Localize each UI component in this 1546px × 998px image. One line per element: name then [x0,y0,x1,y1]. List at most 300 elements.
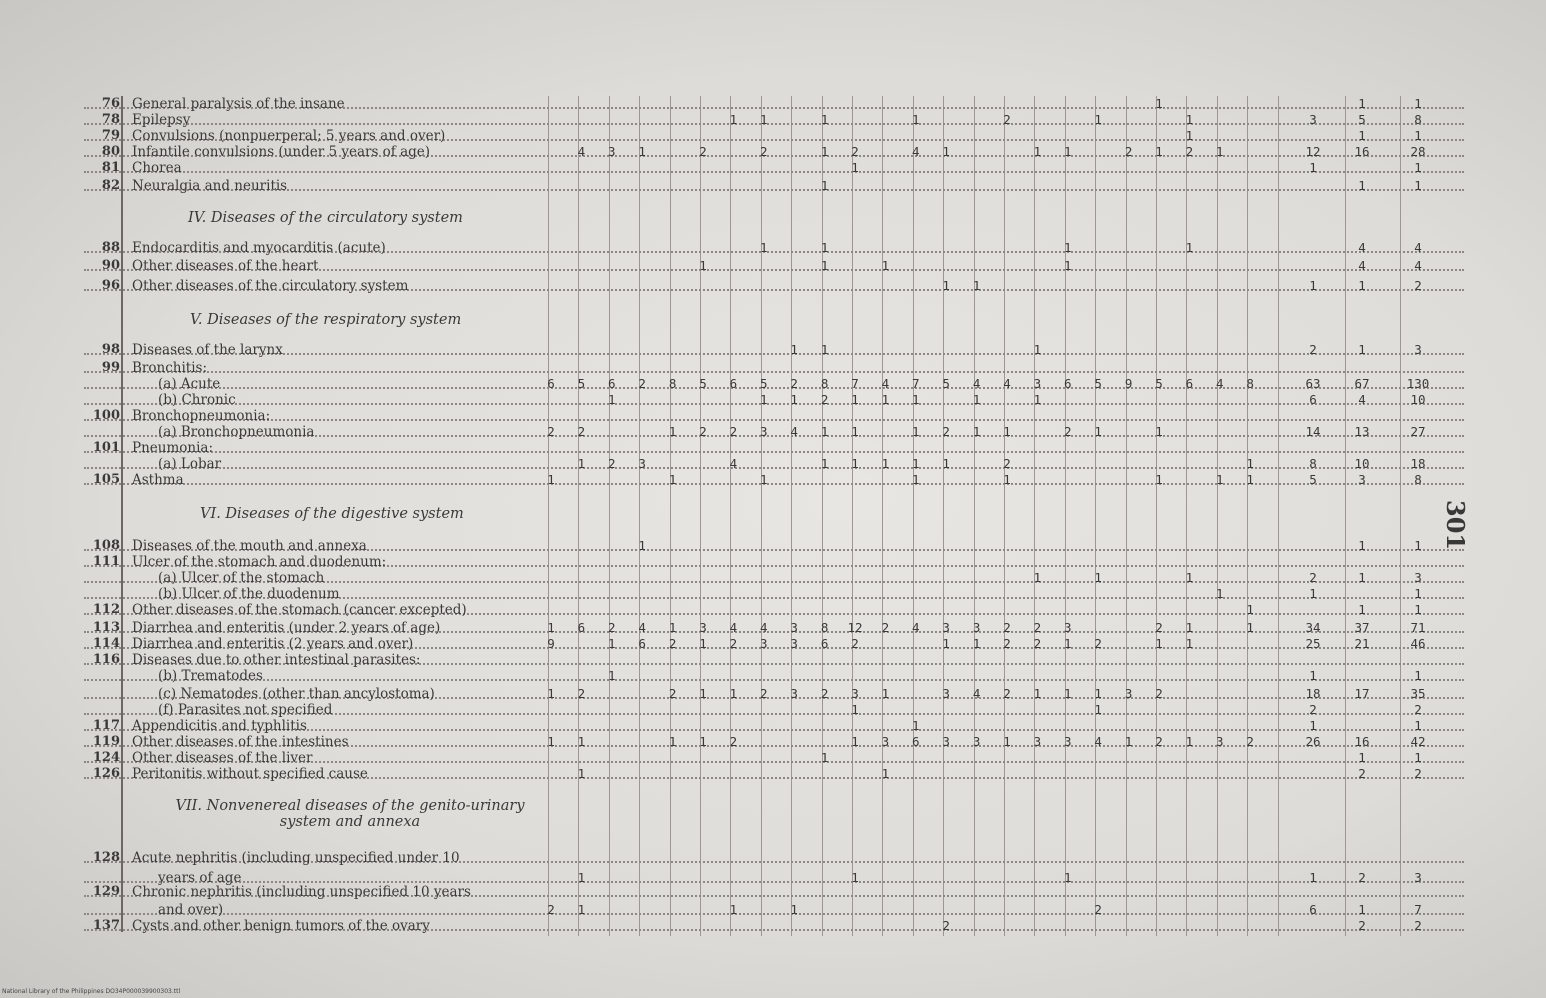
row-label-box [132,360,548,376]
row-code: 129 [92,884,120,899]
table-row [84,144,1464,160]
row-label-box [132,750,548,766]
table-row [84,342,1464,358]
row-label-box [132,850,548,866]
table-cell: 1 [851,160,859,175]
table-cell: 4 [972,376,981,391]
column-rule [609,96,610,936]
column-rule [943,96,944,936]
table-cell: 21 [1354,636,1370,651]
table-cell: 1 [699,258,707,273]
table-cell: 3 [1064,620,1072,635]
table-cell: 1 [851,702,859,717]
table-cell: 7 [851,376,859,391]
row-code: 105 [92,472,120,487]
table-cell: 1 [1414,750,1422,765]
table-cell: 5 [1155,376,1163,391]
table-cell: 1 [699,636,707,651]
table-cell: 2 [608,620,616,635]
column-rule [1156,96,1157,936]
table-cell: 1 [1246,620,1254,635]
table-cell: 2 [1155,620,1163,635]
row-label: Neuralgia and neuritis [132,178,288,194]
table-cell: 1 [1309,160,1317,175]
table-cell: 1 [760,240,768,255]
table-cell: 2 [1309,570,1317,585]
table-row [84,902,1464,918]
table-cell: 1 [1064,870,1072,885]
table-cell: 2 [1003,686,1011,701]
table-cell: 2 [729,734,738,749]
table-row [84,112,1464,128]
table-cell: 2 [1003,620,1011,635]
table-cell: 1 [881,258,890,273]
table-cell: 2 [729,636,738,651]
row-label-box [158,570,574,586]
table-cell: 1 [1185,128,1194,143]
table-cell: 1 [608,392,616,407]
table-row [84,620,1464,636]
row-code: 117 [92,718,120,733]
table-cell: 2 [881,620,890,635]
table-cell: 1 [1094,686,1102,701]
table-cell: 1 [912,392,920,407]
table-cell: 4 [1358,392,1366,407]
table-cell: 1 [1358,750,1366,765]
table-cell: 1 [1216,144,1224,159]
table-cell: 6 [1185,376,1194,391]
table-cell: 1 [1309,718,1317,733]
table-cell: 3 [1414,342,1422,357]
table-cell: 1 [1094,424,1102,439]
column-rule [1345,96,1346,936]
table-row [84,408,1464,424]
table-cell: 4 [1003,376,1011,391]
table-cell: 1 [1003,424,1011,439]
table-cell: 13 [1354,424,1370,439]
row-label: Bronchopneumonia: [132,408,271,424]
section-title-digestive: VI. Diseases of the digestive system [200,506,464,522]
column-rule [1065,96,1066,936]
table-cell: 7 [1414,902,1422,917]
row-label-box [132,652,548,668]
table-cell: 1 [1309,668,1317,683]
table-cell: 1 [729,686,738,701]
row-label: Other diseases of the stomach (cancer excepted) [132,602,467,618]
table-cell: 1 [820,750,829,765]
table-row [84,750,1464,766]
row-label: Peritonitis without specified cause [132,766,368,782]
table-cell: 2 [1064,424,1072,439]
table-cell: 1 [1358,538,1366,553]
table-cell: 3 [942,686,950,701]
table-row [84,636,1464,652]
table-cell: 3 [881,734,890,749]
table-cell: 1 [972,424,981,439]
column-rule [1004,96,1005,936]
table-cell: 1 [668,734,677,749]
table-cell: 1 [547,620,555,635]
table-cell: 4 [972,686,981,701]
row-code: 96 [101,278,120,293]
table-row [84,570,1464,586]
table-row [84,278,1464,294]
table-cell: 71 [1410,620,1426,635]
table-cell: 6 [638,636,646,651]
row-label: Bronchitis: [132,360,207,376]
table-cell: 8 [820,376,829,391]
row-code: 116 [92,652,120,667]
table-row [84,178,1464,194]
table-cell: 8 [820,620,829,635]
table-cell: 1 [851,456,859,471]
table-cell: 4 [1358,240,1366,255]
table-cell: 4 [729,456,738,471]
row-label: (c) Nematodes (other than ancylostoma) [158,686,435,702]
table-cell: 2 [1094,636,1102,651]
table-cell: 2 [820,686,829,701]
row-label: Diarrhea and enteritis (under 2 years of age) [132,620,441,636]
row-label: Chronic nephritis (including unspecified 10 years [132,884,471,900]
table-cell: 3 [851,686,859,701]
row-label-box [132,96,548,112]
table-cell: 1 [1414,602,1422,617]
table-cell: 1 [760,472,768,487]
table-cell: 1 [729,902,738,917]
row-label: Epilepsy [132,112,191,128]
row-label-box [158,376,574,392]
row-label: General paralysis of the insane [132,96,345,112]
row-label: Appendicitis and typhlitis [132,718,307,734]
table-cell: 1 [1246,602,1254,617]
table-cell: 1 [790,902,798,917]
row-label-box [132,144,548,160]
table-cell: 4 [1094,734,1102,749]
column-rule [1095,96,1096,936]
row-code: 90 [101,258,120,273]
row-label: Asthma [132,472,184,488]
table-cell: 5 [760,376,768,391]
row-label-box [132,538,548,554]
table-cell: 1 [820,456,829,471]
table-cell: 1 [1155,472,1163,487]
table-cell: 1 [912,112,920,127]
row-label: Cysts and other benign tumors of the ovary [132,918,430,934]
row-label-box [132,884,548,900]
table-cell: 1 [912,718,920,733]
row-label: Diarrhea and enteritis (2 years and over) [132,636,414,652]
row-label: Chorea [132,160,182,176]
table-cell: 3 [608,144,616,159]
column-rule [852,96,853,936]
table-cell: 1 [577,902,586,917]
table-cell: 3 [699,620,707,635]
table-cell: 1 [1414,586,1422,601]
table-cell: 8 [1414,112,1422,127]
table-cell: 37 [1354,620,1370,635]
scan-footer: National Library of the Philippines DO34P000039900303.ttl [2,988,181,995]
table-cell: 2 [760,686,768,701]
table-cell: 6 [1064,376,1072,391]
table-cell: 2 [851,144,859,159]
row-code: 78 [101,112,120,127]
table-row [84,538,1464,554]
table-cell: 1 [577,456,586,471]
table-cell: 1 [1003,734,1011,749]
column-rule [730,96,731,936]
table-cell: 1 [1155,96,1163,111]
table-row [84,918,1464,934]
table-cell: 8 [1246,376,1254,391]
row-code: 108 [92,538,120,553]
row-code: 111 [92,554,120,569]
row-label: Ulcer of the stomach and duodenum: [132,554,387,570]
row-label: Infantile convulsions (under 5 years of age) [132,144,431,160]
section-title-genito-urinary-line1: VII. Nonvenereal diseases of the genito-urinary [175,798,525,814]
row-label: and over) [158,902,224,918]
table-cell: 8 [668,376,677,391]
row-code: 137 [92,918,120,933]
table-cell: 1 [1094,702,1102,717]
table-cell: 1 [608,636,616,651]
table-cell: 4 [912,620,920,635]
table-cell: 130 [1406,376,1430,391]
column-rule [974,96,975,936]
table-cell: 1 [1358,128,1366,143]
row-label-box [132,734,548,750]
table-cell: 2 [1358,918,1366,933]
table-cell: 1 [760,392,768,407]
row-label: (b) Chronic [158,392,236,408]
table-row [84,766,1464,782]
table-cell: 4 [1414,240,1422,255]
table-cell: 46 [1410,636,1426,651]
table-cell: 1 [1185,240,1194,255]
row-code: 119 [92,734,120,749]
table-cell: 3 [972,734,981,749]
table-cell: 1 [1358,902,1366,917]
table-cell: 3 [638,456,646,471]
table-cell: 1 [1246,472,1254,487]
table-cell: 2 [1309,702,1317,717]
table-cell: 1 [942,144,950,159]
table-cell: 1 [1414,96,1422,111]
table-cell: 2 [1414,918,1422,933]
row-code: 79 [101,128,120,143]
table-cell: 1 [1414,160,1422,175]
table-cell: 1 [547,734,555,749]
table-cell: 16 [1354,144,1370,159]
table-cell: 1 [881,456,890,471]
table-cell: 4 [912,144,920,159]
table-cell: 1 [1358,570,1366,585]
table-cell: 1 [608,668,616,683]
table-cell: 1 [1155,636,1163,651]
row-label-box [132,472,548,488]
row-code: 81 [101,160,120,175]
table-cell: 3 [942,620,950,635]
table-cell: 1 [820,424,829,439]
table-cell: 9 [547,636,555,651]
row-label-box [132,620,548,636]
row-label-box [158,456,574,472]
table-cell: 6 [547,376,555,391]
table-cell: 1 [1033,686,1042,701]
table-cell: 5 [942,376,950,391]
table-row [84,96,1464,112]
table-cell: 2 [1155,686,1163,701]
table-row [84,554,1464,570]
table-cell: 3 [1216,734,1224,749]
column-rule [1186,96,1187,936]
table-cell: 1 [820,112,829,127]
table-cell: 42 [1410,734,1426,749]
table-cell: 2 [1033,620,1042,635]
table-cell: 3 [972,620,981,635]
row-label: (b) Ulcer of the duodenum [158,586,340,602]
row-label: Diseases due to other intestinal parasites: [132,652,421,668]
table-row [84,850,1464,866]
table-cell: 35 [1410,686,1426,701]
row-code: 128 [92,850,120,865]
table-cell: 1 [668,620,677,635]
row-code: 101 [92,440,120,455]
table-cell: 1 [1309,278,1317,293]
row-code: 98 [101,342,120,357]
table-cell: 1 [1185,734,1194,749]
table-cell: 3 [1309,112,1317,127]
table-cell: 1 [1309,586,1317,601]
table-row [84,602,1464,618]
table-cell: 2 [1358,870,1366,885]
row-code: 113 [92,620,120,635]
table-cell: 3 [760,636,768,651]
table-cell: 1 [1094,112,1102,127]
table-cell: 2 [1003,636,1011,651]
row-label: (b) Trematodes [158,668,263,684]
table-cell: 1 [760,112,768,127]
table-cell: 1 [972,278,981,293]
column-rule [1247,96,1248,936]
table-cell: 1 [1414,718,1422,733]
row-label-box [132,342,548,358]
row-label: (a) Bronchopneumonia [158,424,315,440]
column-rule [1278,96,1279,936]
table-cell: 2 [790,376,798,391]
row-label: Acute nephritis (including unspecified under 10 [132,850,460,866]
table-cell: 1 [1064,144,1072,159]
table-cell: 1 [1033,392,1042,407]
table-cell: 1 [1064,636,1072,651]
table-cell: 2 [577,424,586,439]
table-cell: 2 [729,424,738,439]
table-cell: 1 [1003,472,1011,487]
row-code: 88 [101,240,120,255]
row-code: 80 [101,144,120,159]
table-cell: 18 [1305,686,1321,701]
row-label: years of age [158,870,242,886]
table-cell: 26 [1305,734,1321,749]
table-row [84,360,1464,376]
table-cell: 1 [1358,342,1366,357]
table-cell: 6 [1309,392,1317,407]
table-row [84,702,1464,718]
column-rule [578,96,579,936]
table-cell: 2 [1414,702,1422,717]
table-row [84,884,1464,900]
column-rule [791,96,792,936]
column-rule [882,96,883,936]
table-cell: 1 [1358,178,1366,193]
table-cell: 1 [820,178,829,193]
table-cell: 1 [1414,538,1422,553]
table-cell: 5 [1358,112,1366,127]
table-cell: 1 [668,424,677,439]
table-cell: 1 [1155,424,1163,439]
table-cell: 1 [942,456,950,471]
table-cell: 2 [1414,278,1422,293]
row-label-box [132,112,548,128]
table-cell: 4 [790,424,798,439]
table-cell: 8 [1309,456,1317,471]
table-cell: 1 [912,424,920,439]
table-cell: 1 [790,392,798,407]
column-rule [1217,96,1218,936]
row-label-box [132,636,548,652]
row-label: Other diseases of the liver [132,750,313,766]
table-cell: 1 [820,144,829,159]
table-cell: 1 [1185,570,1194,585]
table-cell: 4 [760,620,768,635]
table-row [84,240,1464,256]
column-rule [761,96,762,936]
row-label-box [132,128,548,144]
table-cell: 1 [820,342,829,357]
table-cell: 1 [547,686,555,701]
table-cell: 1 [1414,128,1422,143]
table-cell: 17 [1354,686,1370,701]
column-rule [700,96,701,936]
table-cell: 2 [577,686,586,701]
table-cell: 3 [1358,472,1366,487]
column-rule [913,96,914,936]
table-cell: 1 [577,734,586,749]
table-cell: 4 [577,144,586,159]
table-row [84,718,1464,734]
table-row [84,472,1464,488]
table-cell: 28 [1410,144,1426,159]
table-cell: 2 [1414,766,1422,781]
table-cell: 2 [668,636,677,651]
table-cell: 1 [881,392,890,407]
table-cell: 1 [1124,734,1133,749]
table-cell: 1 [851,424,859,439]
table-cell: 3 [1414,570,1422,585]
section-title-genito-urinary-line2: system and annexa [279,814,421,830]
column-rule [639,96,640,936]
table-cell: 1 [547,472,555,487]
row-code: 100 [92,408,120,423]
table-cell: 4 [1414,258,1422,273]
table-cell: 67 [1354,376,1370,391]
code-column-rule [121,96,123,932]
row-code: 126 [92,766,120,781]
table-cell: 2 [1033,636,1042,651]
table-cell: 6 [1309,902,1317,917]
table-cell: 1 [1185,112,1194,127]
table-cell: 1 [638,144,646,159]
table-cell: 1 [851,734,859,749]
